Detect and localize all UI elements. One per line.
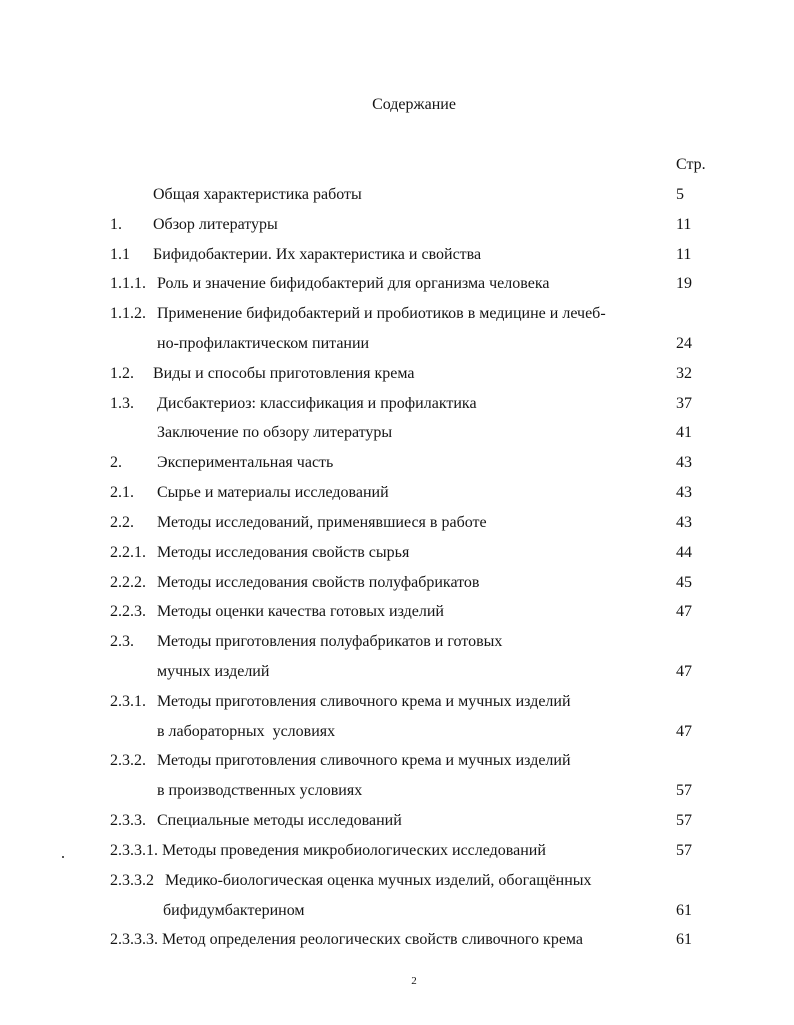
toc-entry-number: 2. <box>110 454 122 471</box>
toc-entry-number: 2.1. <box>110 484 134 501</box>
toc-entry <box>0 393 794 415</box>
toc-entry-text: Методы приготовления полуфабрикатов и готовых <box>157 633 503 650</box>
toc-entry-text: Общая характеристика работы <box>153 186 362 203</box>
toc-entry <box>0 482 794 504</box>
toc-entry <box>0 870 794 892</box>
toc-entry-text: Методы приготовления сливочного крема и мучных изделий <box>157 693 571 710</box>
toc-entry-text: Метод определения реологических свойств сливочного крема <box>162 931 584 948</box>
toc-entry-number: 2.2.1. <box>110 544 146 561</box>
toc-entry-page: 32 <box>676 365 692 382</box>
toc-entry-number: 2.3.3.1. <box>110 842 158 859</box>
toc-entry-number: 1.1.2. <box>110 305 146 322</box>
toc-entry-text: Методы оценки качества готовых изделий <box>157 603 444 620</box>
toc-entry <box>0 691 794 713</box>
toc-entry <box>0 840 794 862</box>
toc-entry-page: 47 <box>676 723 692 740</box>
toc-entry-text: Медико-биологическая оценка мучных изделий, обогащённых <box>165 872 592 889</box>
toc-entry-page: 19 <box>676 275 692 292</box>
scan-speck <box>62 856 64 858</box>
toc-entry-text: Бифидобактерии. Их характеристика и свойства <box>153 246 482 263</box>
toc-entry-page: 37 <box>676 395 692 412</box>
toc-entry-continuation <box>0 780 794 802</box>
toc-entry-number: 2.3.3.3. <box>110 931 158 948</box>
toc-entry <box>0 214 794 236</box>
toc-entry <box>0 572 794 594</box>
toc-entry-page: 11 <box>676 246 692 263</box>
toc-entry-page: 43 <box>676 484 692 501</box>
toc-entry-number: 2.3.3.2 <box>110 872 154 889</box>
toc-entry-number: 2.3. <box>110 633 134 650</box>
toc-entry <box>0 542 794 564</box>
toc-entry-number: 1.1.1. <box>110 275 146 292</box>
toc-entry <box>0 601 794 623</box>
toc-entry-number: 1.1 <box>110 246 130 263</box>
toc-entry-text: в лабораторных условиях <box>157 723 336 740</box>
toc-entry-number: 2.3.3. <box>110 812 146 829</box>
toc-entry-text: Заключение по обзору литературы <box>157 424 393 441</box>
toc-entry-page: 5 <box>676 186 684 203</box>
toc-entry-text: но-профилактическом питании <box>157 335 370 352</box>
toc-entry-text: мучных изделий <box>157 663 270 680</box>
toc-entry-number: 2.2.3. <box>110 603 146 620</box>
toc-entry-number: 1.2. <box>110 365 134 382</box>
toc-entry-continuation <box>0 661 794 683</box>
toc-entry-page: 57 <box>676 842 692 859</box>
toc-entry-text: Методы исследования свойств сырья <box>157 544 410 561</box>
toc-entry-number: 2.3.2. <box>110 752 146 769</box>
toc-entry-page: 45 <box>676 574 692 591</box>
toc-entry-text: Обзор литературы <box>153 216 278 233</box>
toc-entry-text: бифидумбактерином <box>163 902 305 919</box>
toc-entry-text: Дисбактериоз: классификация и профилактика <box>157 395 477 412</box>
toc-entry-page: 43 <box>676 454 692 471</box>
toc-entry-text: Методы исследования свойств полуфабрикатов <box>157 574 480 591</box>
page-column-header: Стр. <box>676 156 706 173</box>
toc-entry-continuation <box>0 900 794 922</box>
toc-entry-text: в производственных условиях <box>157 782 363 799</box>
toc-entry <box>0 273 794 295</box>
toc-entry-page: 44 <box>676 544 692 561</box>
toc-entry-page: 47 <box>676 603 692 620</box>
toc-entry-page: 24 <box>676 335 692 352</box>
toc-entry-page: 47 <box>676 663 692 680</box>
toc-entry-continuation <box>0 333 794 355</box>
toc-entry <box>0 750 794 772</box>
toc-entry-page: 11 <box>676 216 692 233</box>
toc-entry-text: Методы проведения микробиологических исследований <box>162 842 546 859</box>
toc-entry <box>0 303 794 325</box>
toc-entry-number: 1.3. <box>110 395 134 412</box>
page-title: Содержание <box>372 96 456 113</box>
toc-entry <box>0 810 794 832</box>
toc-entry <box>0 422 794 444</box>
toc-entry-page: 57 <box>676 782 692 799</box>
toc-entry <box>0 452 794 474</box>
toc-entry-text: Сырье и материалы исследований <box>157 484 389 501</box>
toc-entry <box>0 929 794 951</box>
toc-entry-page: 57 <box>676 812 692 829</box>
toc-entry <box>0 631 794 653</box>
toc-entry-number: 1. <box>110 216 122 233</box>
toc-entry-page: 61 <box>676 931 692 948</box>
toc-entry <box>0 184 794 206</box>
toc-entry-number: 2.2.2. <box>110 574 146 591</box>
toc-entry-page: 43 <box>676 514 692 531</box>
toc-entry-number: 2.3.1. <box>110 693 146 710</box>
toc-entry-text: Роль и значение бифидобактерий для организма человека <box>157 275 550 292</box>
toc-entry-continuation <box>0 721 794 743</box>
toc-entry-page: 41 <box>676 424 692 441</box>
toc-entry <box>0 244 794 266</box>
toc-entry-number: 2.2. <box>110 514 134 531</box>
toc-entry <box>0 512 794 534</box>
toc-entry-page: 61 <box>676 902 692 919</box>
page-number: 2 <box>411 975 417 987</box>
toc-entry <box>0 363 794 385</box>
toc-entry-text: Экспериментальная часть <box>157 454 334 471</box>
toc-entry-text: Методы приготовления сливочного крема и мучных изделий <box>157 752 571 769</box>
toc-entry-text: Применение бифидобактерий и пробиотиков в медицине и лечеб- <box>157 305 606 322</box>
toc-entry-text: Специальные методы исследований <box>157 812 402 829</box>
toc-entry-text: Виды и способы приготовления крема <box>153 365 415 382</box>
toc-entry-text: Методы исследований, применявшиеся в работе <box>157 514 487 531</box>
